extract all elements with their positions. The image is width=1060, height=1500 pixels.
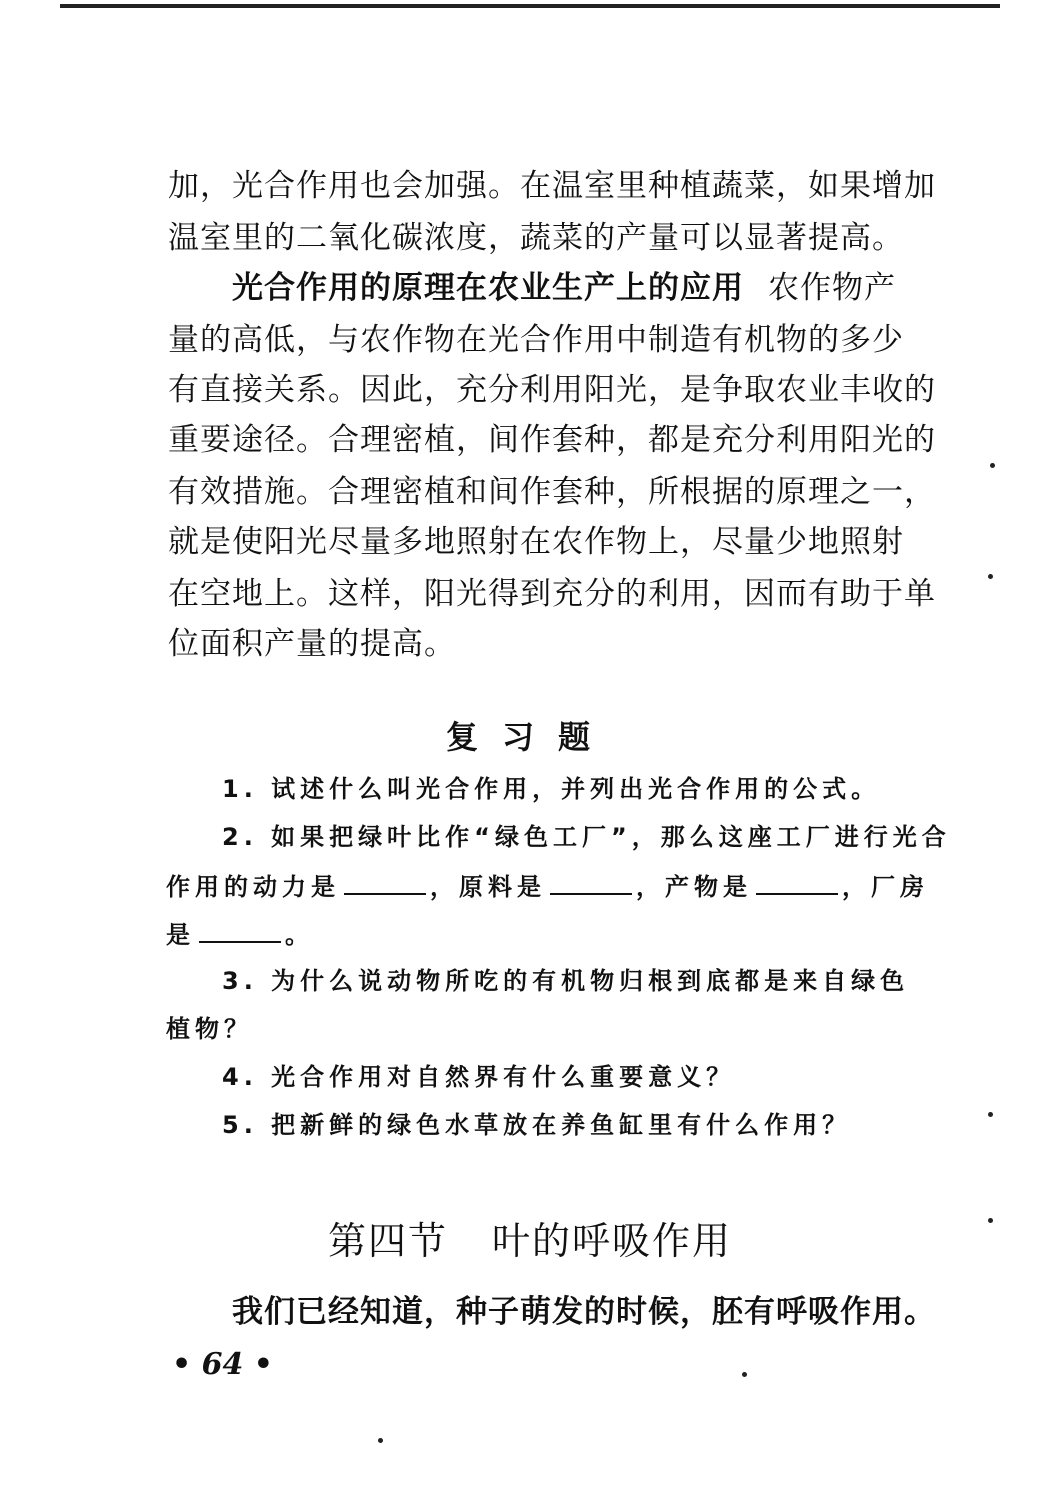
answer-blank[interactable] (199, 923, 281, 943)
q2-text: 作用的动力是 (166, 873, 340, 901)
question-4: 4. 光合作用对自然界有什么重要意义？ (222, 1063, 736, 1091)
question-1: 1. 试述什么叫光合作用，并列出光合作用的公式。 (222, 775, 881, 803)
print-speck (988, 1218, 993, 1223)
answer-blank[interactable] (550, 875, 632, 895)
q2-text: ，产物是 (636, 873, 752, 901)
q2-text: ，原料是 (430, 873, 546, 901)
paragraph-line: 就是使阳光尽量多地照射在农作物上，尽量少地照射 (168, 524, 904, 560)
question-3-line-1: 3. 为什么说动物所吃的有机物归根到底都是来自绿色 (222, 967, 910, 995)
answer-blank[interactable] (344, 875, 426, 895)
paragraph-line: 有直接关系。因此，充分利用阳光，是争取农业丰收的 (168, 372, 936, 408)
page-number: • 64 • (172, 1347, 273, 1382)
top-rule (60, 4, 1000, 8)
q2-text: 。 (285, 921, 314, 949)
section-heading: 光合作用的原理在农业生产上的应用 (232, 270, 744, 306)
review-title: 复习题 (445, 718, 614, 756)
paragraph-line: 我们已经知道，种子萌发的时候，胚有呼吸作用。 (232, 1294, 936, 1330)
q2-text: 是 (166, 921, 195, 949)
paragraph-line: 加，光合作用也会加强。在温室里种植蔬菜，如果增加 (168, 168, 936, 204)
print-speck (988, 1112, 993, 1117)
paragraph-line (232, 270, 932, 306)
answer-blank[interactable] (756, 875, 838, 895)
q2-text: ，厂房 (842, 873, 929, 901)
question-2-line-1: 2. 如果把绿叶比作“绿色工厂”，那么这座工厂进行光合 (222, 823, 951, 851)
paragraph-line: 温室里的二氧化碳浓度，蔬菜的产量可以显著提高。 (168, 220, 904, 256)
paragraph-line: 在空地上。这样，阳光得到充分的利用，因而有助于单 (168, 576, 936, 612)
print-speck (378, 1438, 383, 1443)
section-name: 叶的呼吸作用 (492, 1219, 733, 1263)
question-5: 5. 把新鲜的绿色水草放在养鱼缸里有什么作用？ (222, 1111, 852, 1139)
print-speck (988, 574, 993, 579)
paragraph-start: 农作物产 (768, 270, 896, 306)
paragraph-line: 量的高低，与农作物在光合作用中制造有机物的多少 (168, 322, 904, 358)
question-3-line-2: 植物？ (166, 1015, 253, 1043)
paragraph-line: 重要途径。合理密植，间作套种，都是充分利用阳光的 (168, 422, 936, 458)
section-title (0, 1210, 1060, 1265)
print-speck (742, 1372, 747, 1377)
question-2-line-2 (166, 872, 929, 902)
print-speck (990, 463, 995, 468)
question-2-line-3 (166, 920, 314, 950)
section-number: 第四节 (327, 1219, 448, 1263)
paragraph-line: 位面积产量的提高。 (168, 626, 456, 662)
paragraph-line: 有效措施。合理密植和间作套种，所根据的原理之一， (168, 474, 936, 510)
